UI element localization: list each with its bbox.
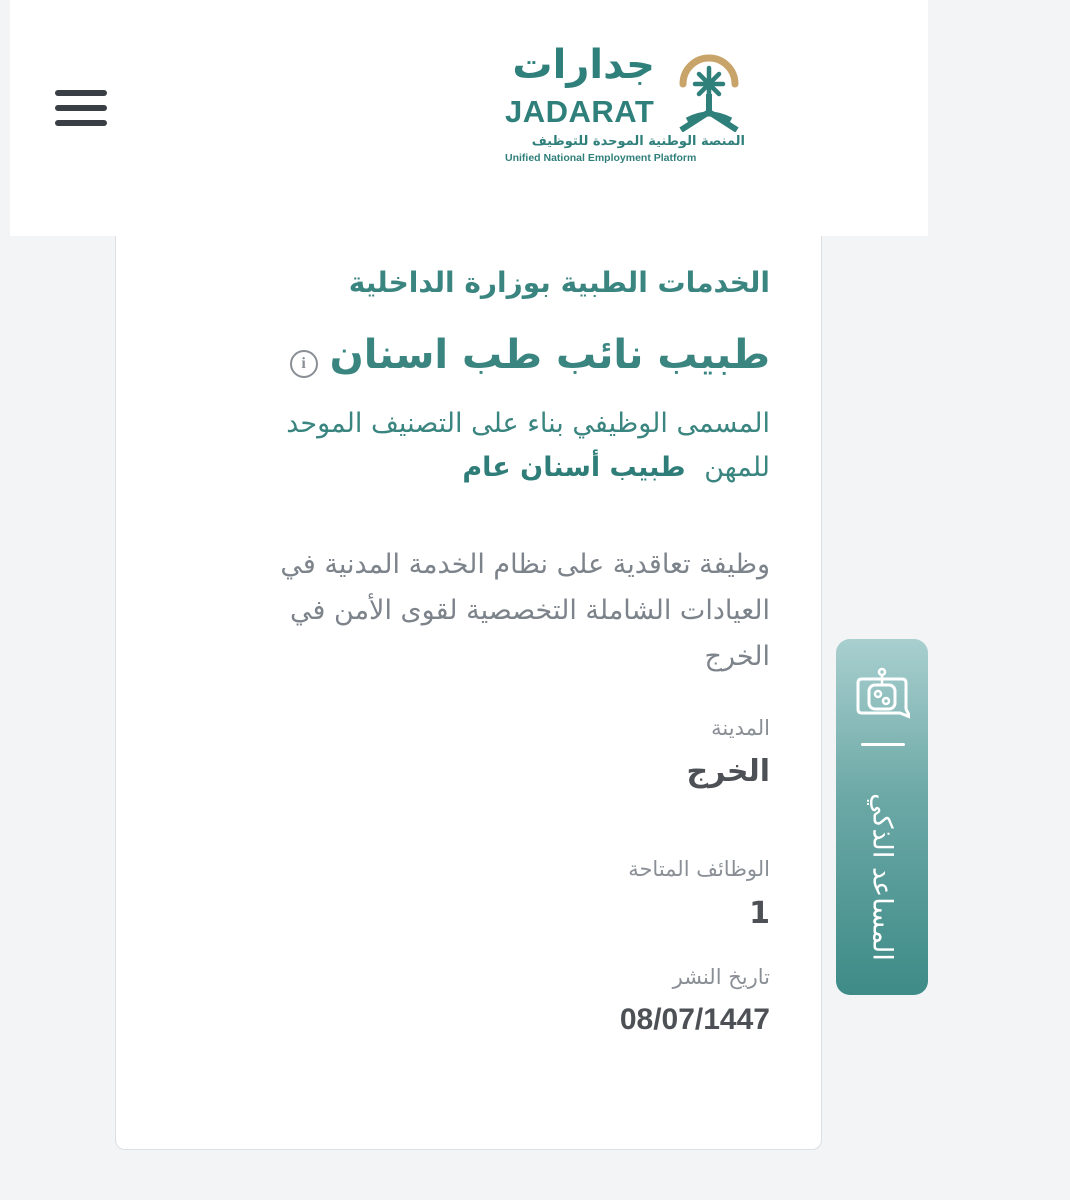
logo-emblem-icon [673, 48, 745, 132]
logo-english-subtitle: Unified National Employment Platform [505, 152, 697, 164]
robot-chat-icon [856, 663, 910, 723]
classification-value: طبيب أسنان عام [462, 452, 686, 483]
vacancies-label: الوظائف المتاحة [628, 857, 770, 881]
job-title-row [290, 332, 770, 378]
job-title: طبيب نائب طب اسنان [329, 332, 770, 378]
classification-block [230, 402, 770, 490]
hamburger-icon [55, 90, 107, 96]
jadarat-logo[interactable] [495, 42, 755, 168]
top-header [10, 0, 928, 236]
vacancies-value: 1 [749, 896, 770, 931]
publish-date-label: تاريخ النشر [672, 965, 770, 989]
smart-assistant-button[interactable] [836, 639, 928, 995]
ministry-name: الخدمات الطبية بوزارة الداخلية [348, 266, 770, 299]
info-icon[interactable]: i [290, 350, 318, 378]
assistant-divider [861, 743, 905, 746]
logo-english-name: JADARAT [505, 94, 655, 129]
logo-arabic-subtitle: المنصة الوطنية الموحدة للتوظيف [531, 134, 745, 149]
job-description: وظيفة تعاقدية على نظام الخدمة المدنية في العيادات الشاملة التخصصية لقوى الأمن في الخرج [280, 549, 770, 672]
city-value: الخرج [686, 754, 770, 789]
publish-date-value: 08/07/1447 [619, 1003, 770, 1036]
logo-arabic-name: جدارات [512, 42, 655, 88]
classification-label: المسمى الوظيفي بناء على التصنيف الموحد للمهن [286, 408, 770, 483]
assistant-label: المساعد الذكي [866, 793, 898, 961]
city-label: المدينة [711, 716, 770, 740]
menu-button[interactable] [55, 88, 107, 128]
